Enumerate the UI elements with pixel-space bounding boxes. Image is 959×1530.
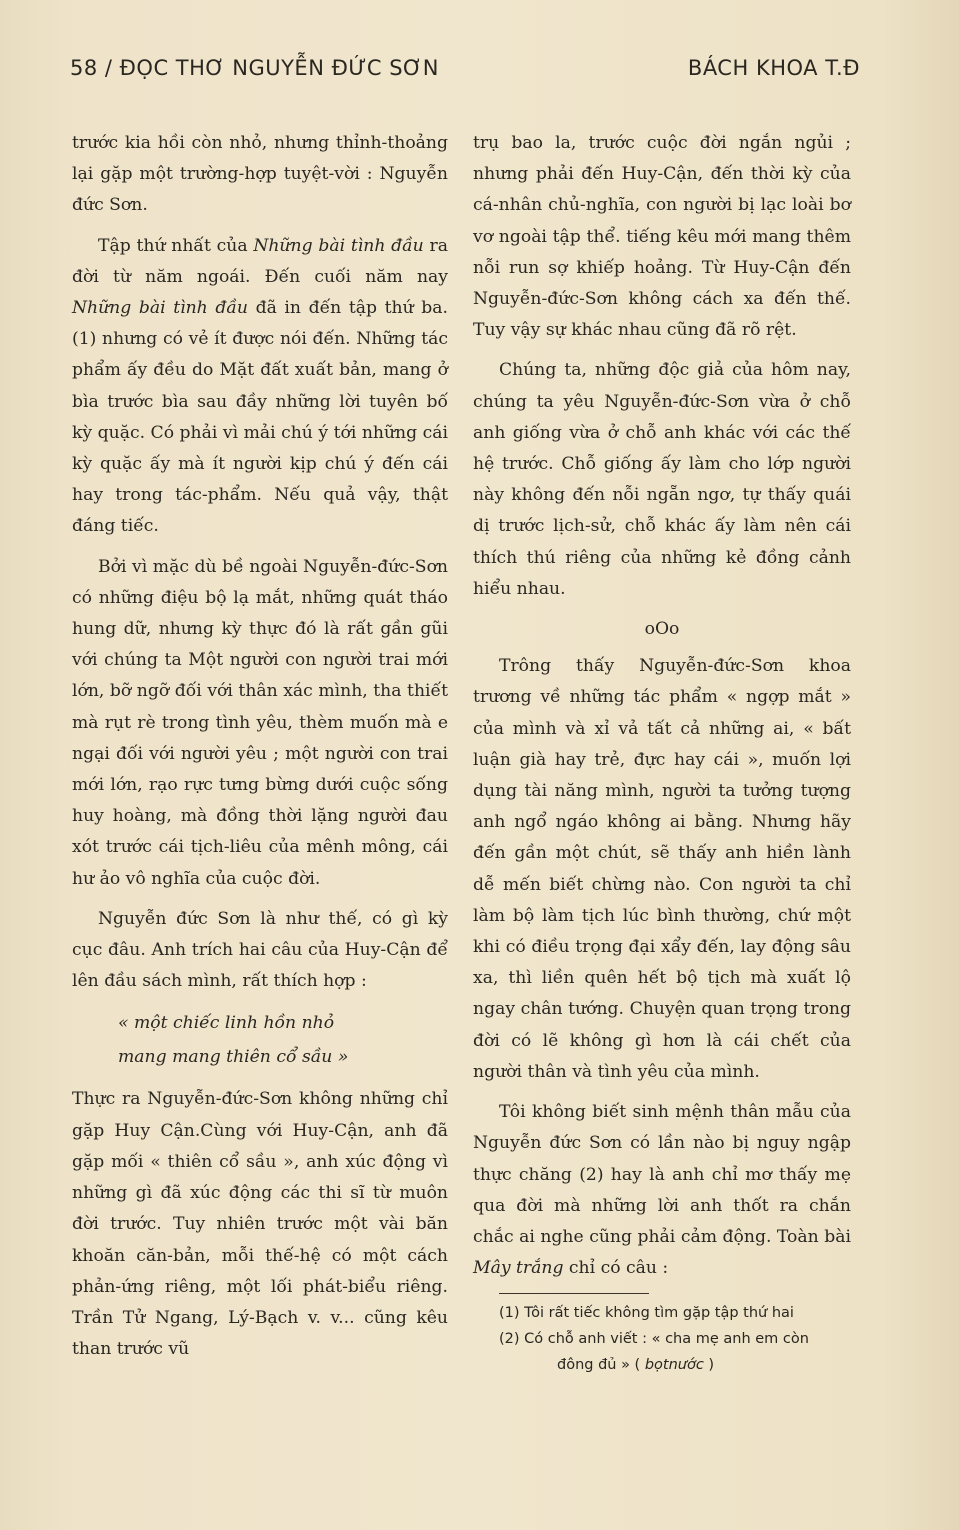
- quote-line: mang mang thiên cổ sầu »: [118, 1047, 349, 1068]
- footnote-continuation: [473, 1352, 851, 1378]
- header-publication: BÁCH KHOA T.Đ: [687, 56, 860, 80]
- book-title: Những bài tình đầu: [72, 298, 248, 319]
- page-header: [70, 50, 860, 86]
- poem-quote: [72, 1006, 448, 1074]
- paragraph: [72, 231, 448, 543]
- paragraph: Nguyễn đức Sơn là như thế, có gì kỳ cục đâu. Anh trích hai câu của Huy-Cận để lên đầu sách mình, rất thích hợp :: [72, 908, 448, 992]
- paragraph: [473, 1097, 851, 1284]
- paragraph: Thực ra Nguyễn-đức-Sơn không những chỉ gặp Huy Cận.Cùng với Huy-Cận, anh đã gặp mối « thiên cổ sầu », anh xúc động vì những gì đã xúc động các thi sĩ từ muôn đời trước. Tuy nhiên trước một vài băn khoăn căn-bản, mỗi thế-hệ có một cách phản-ứng riêng, một lối phát-biểu riêng. Trần Tử Ngang, Lý-Bạch v. v... cũng kêu than trước vũ: [72, 1089, 448, 1360]
- text: đông đủ » (: [557, 1357, 645, 1374]
- text: Tập thứ nhất của: [98, 235, 254, 256]
- section-separator: oOo: [644, 619, 680, 640]
- paragraph: Chúng ta, những độc giả của hôm nay, chúng ta yêu Nguyễn-đức-Sơn vừa ở chỗ anh giống vừa ở chỗ anh khác với các thế hệ trước. Chỗ giống ấy làm cho lớp người này không đến nỗi ngẵn ngơ, tự thấy quái dị trước lịch-sử, chỗ khác ấy làm nên cái thích thú riêng của những kẻ đồng cảnh hiểu nhau.: [473, 360, 851, 599]
- quote-line: « một chiếc linh hồn nhỏ: [118, 1013, 335, 1034]
- footnote: (2) Có chỗ anh viết : « cha mẹ anh em còn: [499, 1331, 809, 1348]
- right-column: [473, 128, 851, 1378]
- text: đã in đến tập thứ ba. (1) nhưng có vẻ ít được nói đến. Những tác phẩm ấy đều do Mặt đất xuất bản, mang ở bìa trước bìa sau đầy những lời tuyên bố kỳ quặc. Có phải vì mải chú ý tới những cái kỳ quặc ấy mà ít người kịp chú ý đến cái hay trong tác-phẩm. Nếu quả vậy, thật đáng tiếc.: [72, 298, 448, 537]
- footnote: (1) Tôi rất tiếc không tìm gặp tập thứ hai: [499, 1305, 794, 1322]
- text: chỉ có câu :: [563, 1258, 669, 1279]
- paragraph: Bởi vì mặc dù bề ngoài Nguyễn-đức-Sơn có những điệu bộ lạ mắt, những quát tháo hung dữ, nhưng kỳ thực đó là rất gần gũi với chúng ta Một người con người trai mới lớn, bỡ ngỡ đối với thân xác mình, tha thiết mà rụt rè trong tình yêu, thèm muốn mà e ngại đối với người yêu ; một người con trai mới lớn, rạo rực tưng bừng dưới cuộc sống huy hoàng, mà đồng thời lặng người đau xót trước cái tịch-liêu của mênh mông, cái hư ảo vô nghĩa của cuộc đời.: [72, 556, 448, 889]
- left-column: [72, 128, 448, 1374]
- paragraph: Trông thấy Nguyễn-đức-Sơn khoa trương về những tác phẩm « ngợp mắt » của mình và xỉ vả tất cả những ai, « bất luận già hay trẻ, đực hay cái », muốn lợi dụng tài năng mình, người ta tưởng tượng anh ngổ ngáo không ai bằng. Nhưng hãy đến gần một chút, sẽ thấy anh hiền lành dễ mến biết chừng nào. Con người ta chỉ làm bộ làm tịch lúc bình thường, chứ một khi có điều trọng đại xẩy đến, lay động sâu xa, thì liền quên hết bộ tịch mà xuất lộ ngay chân tướng. Chuyện quan trọng trong đời có lẽ không gì hơn là cái chết của người thân và tình yêu của mình.: [473, 656, 851, 1082]
- text: Tôi không biết sinh mệnh thân mẫu của Nguyễn đức Sơn có lần nào bị nguy ngập thực chăng (2) hay là anh chỉ mơ thấy mẹ qua đời mà những lời anh thốt ra chắn chắc ai nghe cũng phải cảm động. Toàn bài: [473, 1102, 851, 1247]
- paragraph: trước kia hồi còn nhỏ, nhưng thỉnh-thoảng lại gặp một trường-hợp tuyệt-vời : Nguyễn đức Sơn.: [72, 133, 448, 216]
- book-title: bọtnước: [644, 1357, 704, 1374]
- header-page-title: 58 / ĐỌC THƠ NGUYỄN ĐỨC SƠN: [70, 56, 439, 80]
- text: ra đời từ năm ngoái. Đến cuối năm nay: [72, 235, 448, 287]
- poem-title: Mây trắng: [473, 1258, 564, 1279]
- footnote-divider: [499, 1293, 649, 1294]
- book-title: Những bài tình đầu: [253, 235, 424, 256]
- paragraph: trụ bao la, trước cuộc đời ngắn ngủi ; nhưng phải đến Huy-Cận, đến thời kỳ của cá-nhân chủ-nghĩa, con người bị lạc loài bơ vơ ngoài tập thể. tiếng kêu mới mang thêm nỗi run sợ khiếp hoảng. Từ Huy-Cận đến Nguyễn-đức-Sơn không cách xa đến thế. Tuy vậy sự khác nhau cũng đã rõ rệt.: [473, 133, 851, 341]
- text: ): [703, 1357, 715, 1374]
